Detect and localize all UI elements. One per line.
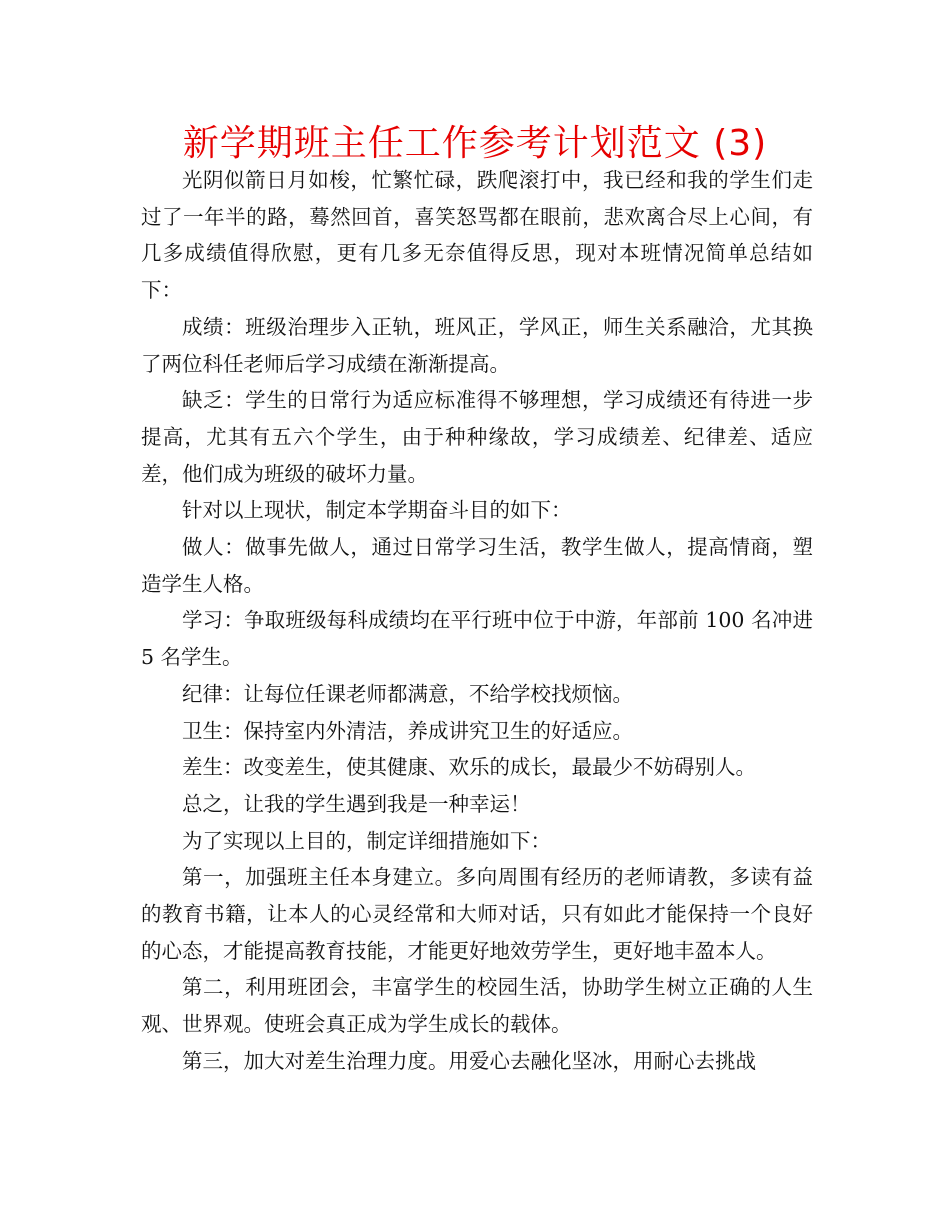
paragraph-measures-intro: 为了实现以上目的，制定详细措施如下：: [182, 828, 551, 853]
paragraph-goal-hygiene: 卫生：保持室内外清洁，养成讲究卫生的好适应。: [182, 718, 633, 743]
paragraph-shortcomings: 缺乏：学生的日常行为适应标准得不够理想，学习成绩还有待进一步提高，尤其有五六个学生，由于种种缘故，学习成绩差、纪律差、适应差，他们成为班级的破坏力量。: [141, 388, 813, 486]
paragraph-achievements: 成绩：班级治理步入正轨，班风正，学风正，师生关系融洽，尤其换了两位科任老师后学习成绩在渐渐提高。: [141, 314, 813, 376]
paragraph-measure-third: 第三，加大对差生治理力度。用爱心去融化坚冰，用耐心去挑战: [182, 1048, 756, 1073]
paragraph-goals-intro: 针对以上现状，制定本学期奋斗目的如下：: [182, 498, 572, 523]
paragraph-goal-study: 学习：争取班级每科成绩均在平行班中位于中游，年部前 100 名冲进 5 名学生。: [141, 608, 813, 670]
document-body: [141, 162, 813, 1080]
paragraph-goal-character: 做人：做事先做人，通过日常学习生活，教学生做人，提高情商，塑造学生人格。: [141, 535, 813, 596]
paragraph-measure-second: 第二，利用班团会，丰富学生的校园生活，协助学生树立正确的人生观、世界观。使班会真正成为学生成长的载体。: [141, 975, 813, 1037]
paragraph-intro: 光阴似箭日月如梭，忙繁忙碌，跌爬滚打中，我已经和我的学生们走过了一年半的路，蓦然回首，喜笑怒骂都在眼前，悲欢离合尽上心间，有几多成绩值得欣慰，更有几多无奈值得反思，现对本班情况简单总结如下：: [141, 168, 813, 303]
paragraph-summary: 总之，让我的学生遇到我是一种幸运！: [182, 791, 531, 816]
paragraph-goal-discipline: 纪律：让每位任课老师都满意，不给学校找烦恼。: [182, 681, 633, 706]
paragraph-measure-first: 第一，加强班主任本身建立。多向周围有经历的老师请教，多读有益的教育书籍，让本人的心灵经常和大师对话，只有如此才能保持一个良好的心态，才能提高教育技能，才能更好地效劳学生，更好地丰盈本人。: [141, 865, 813, 963]
document-title: 新学期班主任工作参考计划范文 (3): [182, 123, 768, 164]
paragraph-goal-struggling-students: 差生：改变差生，使其健康、欢乐的成长，最最少不妨碍别人。: [182, 755, 756, 780]
